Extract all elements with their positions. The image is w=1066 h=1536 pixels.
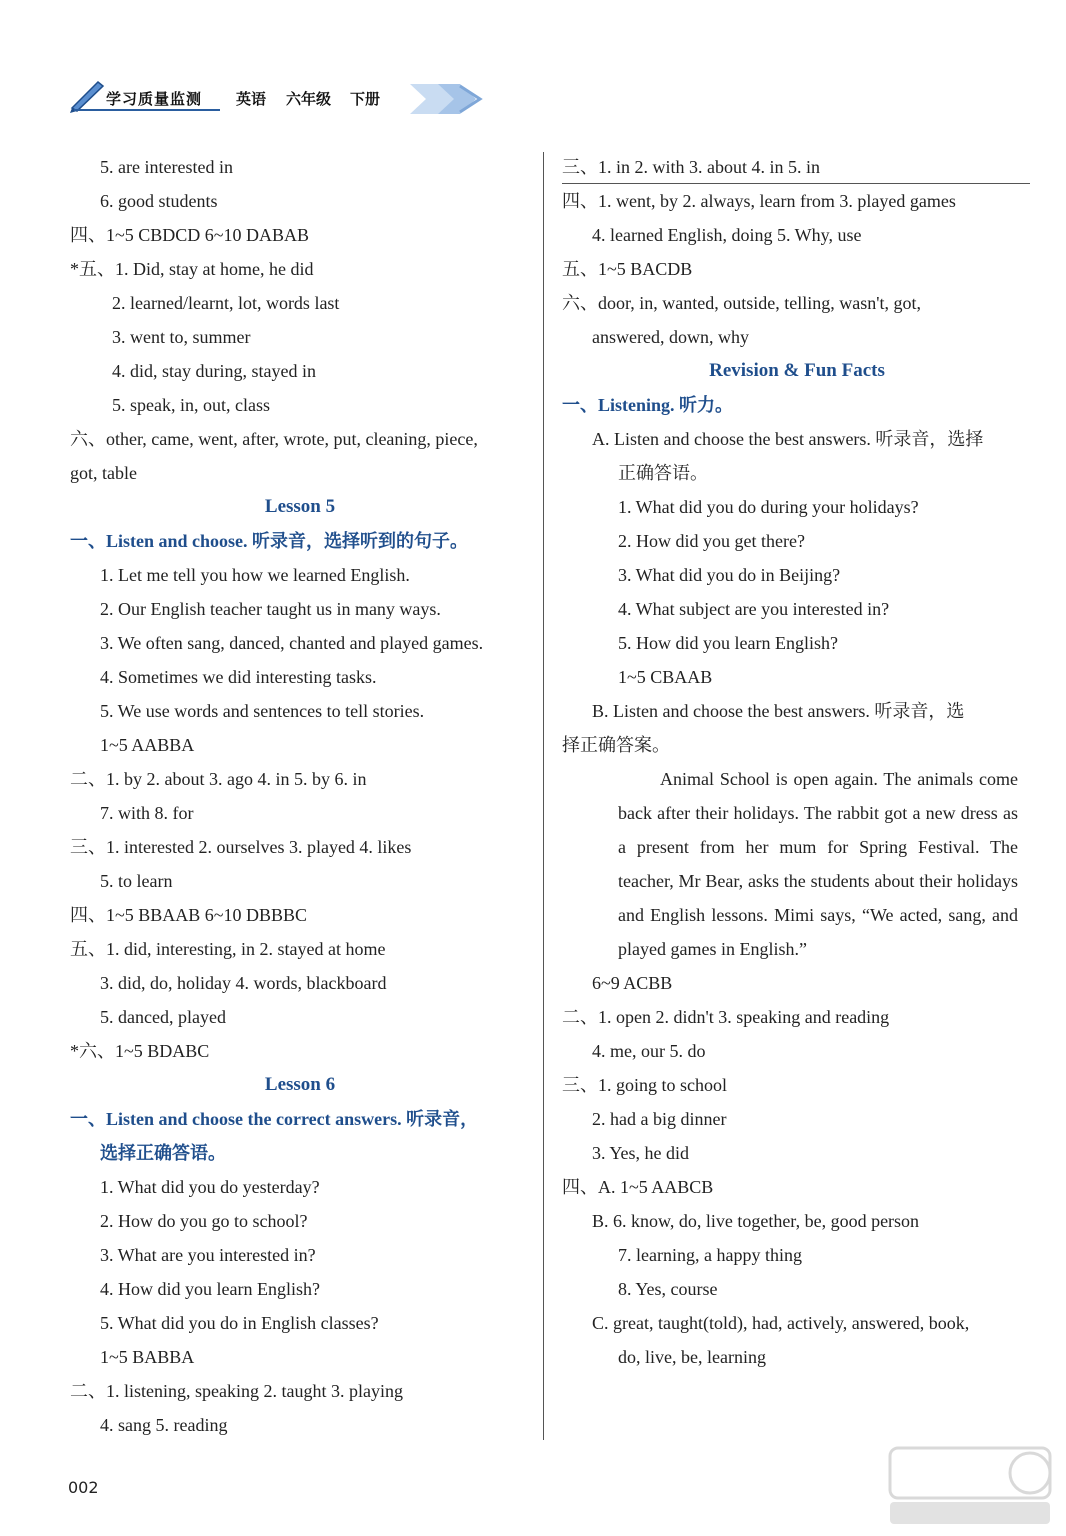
answer-line: 三、1. going to school — [562, 1075, 727, 1095]
answer-line: do, live, be, learning — [618, 1347, 766, 1367]
section-heading: Lesson 6 — [264, 1074, 336, 1095]
answer-line: 2. How did you get there? — [618, 531, 805, 551]
watermark-logo — [880, 1440, 1060, 1530]
answer-line: 5. What did you do in English classes? — [100, 1313, 379, 1333]
answer-line: 四、1~5 BBAAB 6~10 DBBBC — [70, 905, 308, 925]
answer-line: 3. did, do, holiday 4. words, blackboard — [100, 973, 387, 993]
answer-line: 2. had a big dinner — [592, 1109, 727, 1129]
header-underline — [74, 109, 220, 111]
answer-line: 3. went to, summer — [112, 327, 251, 347]
answer-line: 4. me, our 5. do — [592, 1041, 706, 1061]
answer-line: 1. Let me tell you how we learned English. — [100, 565, 410, 585]
left-column — [70, 150, 530, 1442]
answer-line: 4. Sometimes we did interesting tasks. — [100, 667, 377, 687]
answer-line: 8. Yes, course — [618, 1279, 718, 1299]
answer-line: 五、1. did, interesting, in 2. stayed at home — [70, 939, 386, 959]
grade-label: 六年级 — [286, 90, 332, 108]
answer-line: 6~9 ACBB — [592, 973, 673, 993]
answer-line: A. Listen and choose the best answers. 听录音，选择 — [592, 429, 984, 449]
answer-line: 4. What subject are you interested in? — [618, 599, 890, 619]
section-heading: Lesson 5 — [264, 496, 336, 517]
column-divider — [543, 152, 544, 1440]
answer-line: 6. good students — [100, 191, 218, 211]
answer-line: 五、1~5 BACDB — [562, 259, 693, 279]
answer-line: B. Listen and choose the best answers. 听录音，选 — [592, 701, 965, 721]
answer-line: 1~5 BABBA — [100, 1347, 195, 1367]
answer-line: 4. did, stay during, stayed in — [112, 361, 316, 381]
answer-line: 4. How did you learn English? — [100, 1279, 320, 1299]
answer-line: 1. What did you do yesterday? — [100, 1177, 320, 1197]
answer-line: 一、Listen and choose the correct answers. 听录音， — [70, 1109, 479, 1129]
chevrons-icon — [408, 82, 488, 116]
answer-line: 3. What did you do in Beijing? — [618, 565, 841, 585]
page-number: 002 — [68, 1478, 99, 1497]
answer-line: 5. speak, in, out, class — [112, 395, 270, 415]
answer-line: 5. danced, played — [100, 1007, 226, 1027]
answer-line: 六、other, came, went, after, wrote, put, cleaning, piece, — [70, 429, 478, 449]
answer-line: 二、1. listening, speaking 2. taught 3. playing — [70, 1381, 403, 1401]
answer-line: 正确答语。 — [618, 463, 708, 483]
answer-line: 1~5 AABBA — [100, 735, 195, 755]
answer-line: 三、1. in 2. with 3. about 4. in 5. in — [562, 157, 820, 177]
answer-line: *五、1. Did, stay at home, he did — [70, 259, 314, 279]
passage-text: Animal School is open again. The animals come back after their holidays. The rabbit got a new dress as a present from her mum for Spring Festival. The teacher, Mr Bear, asks the students about their holidays and English lessons. Mimi says, “We acted, sang, and played games in English.” — [618, 769, 1018, 959]
answer-line: *六、1~5 BDABC — [70, 1041, 210, 1061]
answer-line: 5. to learn — [100, 871, 173, 891]
answer-line: 一、Listening. 听力。 — [562, 395, 734, 415]
answer-line: 择正确答案。 — [562, 735, 670, 755]
answer-line: 1~5 CBAAB — [618, 667, 713, 687]
right-column — [562, 150, 1032, 1374]
answer-line: 二、1. open 2. didn't 3. speaking and reading — [562, 1007, 890, 1027]
answer-line: 5. are interested in — [100, 157, 233, 177]
answer-line: 3. What are you interested in? — [100, 1245, 316, 1265]
answer-line: 3. We often sang, danced, chanted and played games. — [100, 633, 484, 653]
section-heading: Revision & Fun Facts — [709, 360, 885, 381]
answer-line: 4. sang 5. reading — [100, 1415, 228, 1435]
answer-line: 2. Our English teacher taught us in many ways. — [100, 599, 441, 619]
page-header — [68, 78, 488, 118]
answer-line: 六、door, in, wanted, outside, telling, wasn't, got, — [562, 293, 921, 313]
answer-line: 2. learned/learnt, lot, words last — [112, 293, 340, 313]
answer-line: 四、1~5 CBDCD 6~10 DABAB — [70, 225, 310, 245]
answer-line: 1. What did you do during your holidays? — [618, 497, 919, 517]
answer-line: 3. Yes, he did — [592, 1143, 690, 1163]
answer-line: 4. learned English, doing 5. Why, use — [592, 225, 862, 245]
answer-line: 7. with 8. for — [100, 803, 194, 823]
answer-line: answered, down, why — [592, 327, 749, 347]
answer-line: 选择正确答语。 — [100, 1143, 226, 1163]
volume-label: 下册 — [350, 90, 381, 108]
book-title: 学习质量监测 — [106, 90, 203, 108]
answer-line: C. great, taught(told), had, actively, answered, book, — [592, 1313, 970, 1333]
answer-line: 三、1. interested 2. ourselves 3. played 4. likes — [70, 837, 412, 857]
answer-line: 7. learning, a happy thing — [618, 1245, 802, 1265]
answer-line: 一、Listen and choose. 听录音，选择听到的句子。 — [70, 531, 469, 551]
answer-line: 2. How do you go to school? — [100, 1211, 308, 1231]
answer-line: B. 6. know, do, live together, be, good person — [592, 1211, 920, 1231]
answer-line: 四、A. 1~5 AABCB — [562, 1177, 714, 1197]
subject-label: 英语 — [236, 90, 267, 108]
answer-line: got, table — [70, 463, 137, 483]
answer-line: 二、1. by 2. about 3. ago 4. in 5. by 6. in — [70, 769, 367, 789]
answer-line: 四、1. went, by 2. always, learn from 3. played games — [562, 191, 956, 211]
answer-line: 5. How did you learn English? — [618, 633, 838, 653]
answer-line: 5. We use words and sentences to tell stories. — [100, 701, 425, 721]
